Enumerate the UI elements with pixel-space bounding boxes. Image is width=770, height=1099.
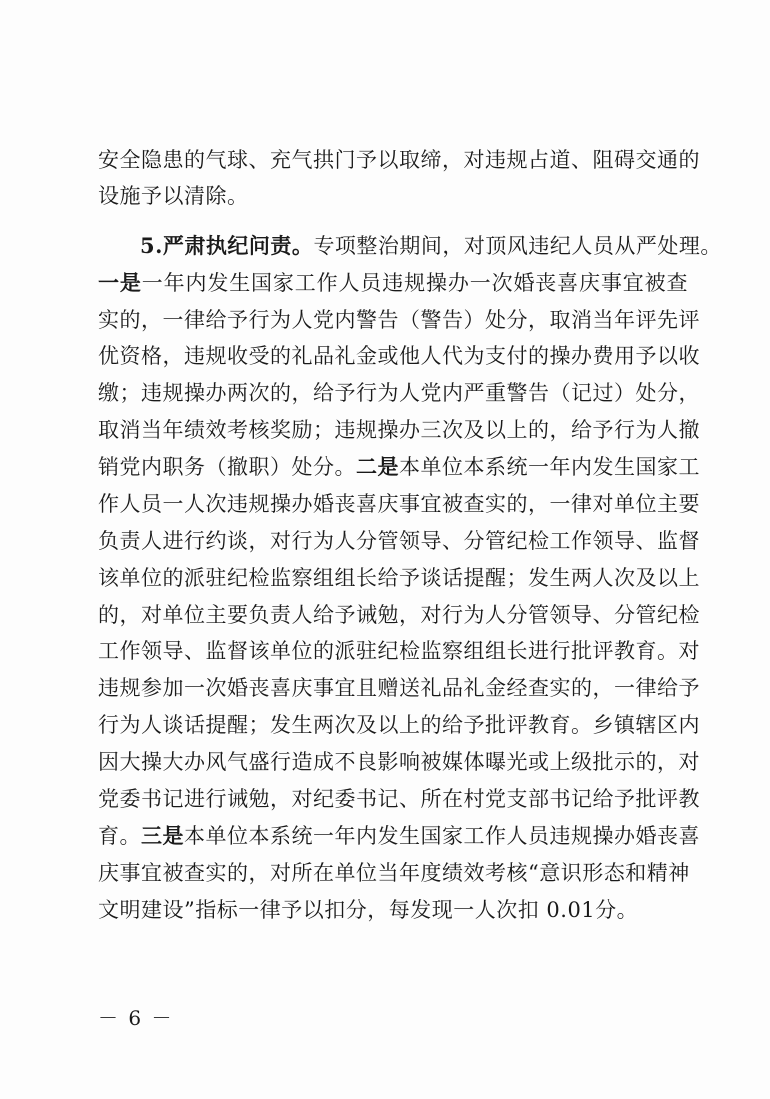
text-segment: 一年内发生国家工作人员违规操办一次婚丧喜庆事宜被查	[141, 271, 689, 295]
bold-text-segment: 三是	[141, 823, 184, 848]
text-segment: 负责人进行约谈，对行为人分管领导、分管纪检工作领导、监督	[98, 529, 700, 553]
paragraph-line	[98, 895, 688, 925]
text-segment: 销党内职务（撤职）处分。	[98, 455, 356, 479]
text-segment: 因大操大办风气盛行造成不良影响被媒体曝光或上级批示的，对	[98, 750, 700, 774]
paragraph-line	[98, 181, 688, 211]
paragraph-line	[98, 378, 700, 408]
text-segment: 本单位本系统一年内发生国家工	[399, 455, 700, 479]
paragraph-line	[98, 268, 688, 298]
bold-text-segment: 一是	[98, 270, 142, 295]
bold-text-segment: 二是	[356, 454, 399, 479]
paragraph-line	[140, 231, 722, 261]
paragraph-line	[98, 673, 700, 703]
paragraph-line	[98, 489, 700, 519]
paragraph-line	[98, 600, 700, 630]
text-segment: 设施予以清除。	[98, 184, 249, 208]
paragraph-line	[98, 636, 700, 666]
text-segment: 违规参加一次婚丧喜庆事宜且赠送礼品礼金经查实的，一律给予	[98, 676, 700, 700]
page-number: － 6 －	[98, 1006, 174, 1030]
paragraph-line	[98, 305, 700, 335]
paragraph-line	[98, 858, 688, 888]
paragraph-line	[98, 784, 700, 814]
text-segment: 安全隐患的气球、充气拱门予以取缔，对违规占道、阻碍交通的	[98, 148, 700, 172]
text-segment: 取消当年绩效考核奖励；违规操办三次及以上的，给予行为人撤	[98, 418, 700, 442]
text-segment: 党委书记进行诫勉，对纪委书记、所在村党支部书记给予批评教	[98, 787, 700, 811]
paragraph-line	[98, 747, 700, 777]
text-segment: 行为人谈话提醒；发生两次及以上的给予批评教育。乡镇辖区内	[98, 713, 700, 737]
paragraph-line	[98, 526, 700, 556]
text-segment: 育。	[98, 824, 141, 848]
text-segment: 实的，一律给予行为人党内警告（警告）处分，取消当年评先评	[98, 308, 700, 332]
text-segment: 专项整治期间，对顶风违纪人员从严处理。	[313, 234, 722, 258]
paragraph-line	[98, 821, 700, 851]
text-segment: 本单位本系统一年内发生国家工作人员违规操办婚丧喜	[184, 824, 700, 848]
paragraph-line	[98, 145, 700, 175]
text-segment: 文明建设”指标一律予以扣分，每发现一人次扣 0.01分。	[98, 898, 639, 922]
text-segment: 该单位的派驻纪检监察组组长给予谈话提醒；发生两人次及以上	[98, 566, 700, 590]
text-segment: 缴；违规操办两次的，给予行为人党内严重警告（记过）处分，	[98, 381, 700, 405]
text-segment: 的，对单位主要负责人给予诫勉，对行为人分管领导、分管纪检	[98, 603, 700, 627]
text-segment: 作人员一人次违规操办婚丧喜庆事宜被查实的，一律对单位主要	[98, 492, 700, 516]
text-segment: 工作领导、监督该单位的派驻纪检监察组组长进行批评教育。对	[98, 639, 700, 663]
text-segment: 庆事宜被查实的，对所在单位当年度绩效考核“意识形态和精神	[98, 861, 690, 885]
paragraph-line	[98, 563, 700, 593]
text-segment: 优资格，违规收受的礼品礼金或他人代为支付的操办费用予以收	[98, 344, 700, 368]
paragraph-line	[98, 452, 700, 482]
paragraph-line	[98, 710, 700, 740]
bold-text-segment: 5.严肃执纪问责。	[140, 233, 314, 258]
paragraph-line	[98, 415, 700, 445]
paragraph-line	[98, 341, 700, 371]
